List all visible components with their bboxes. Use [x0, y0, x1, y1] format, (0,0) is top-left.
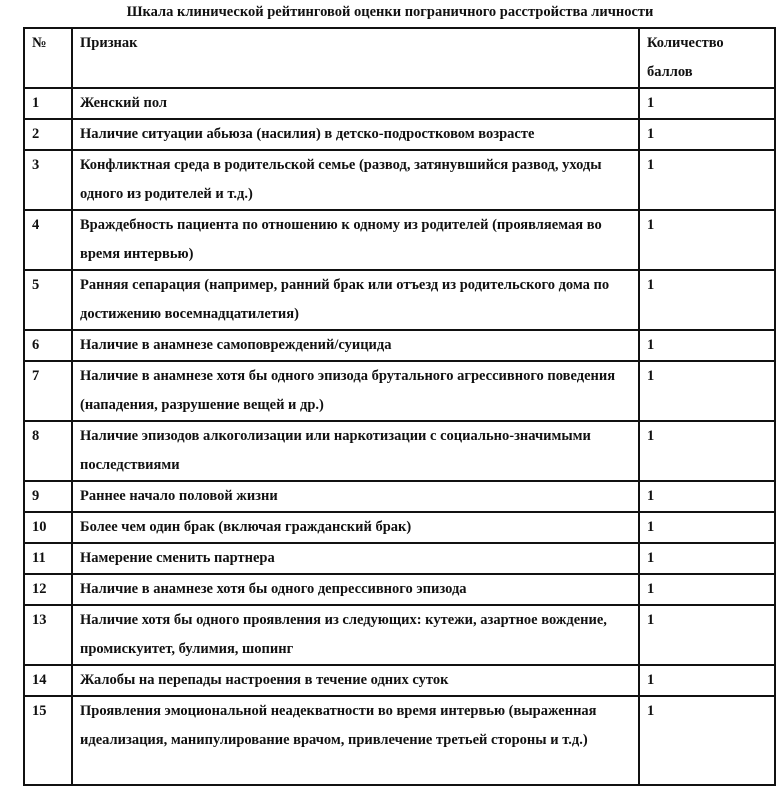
row-number: 7 — [24, 361, 72, 421]
row-number: 11 — [24, 543, 72, 574]
table-row — [24, 150, 775, 210]
row-number: 3 — [24, 150, 72, 210]
row-score: 1 — [639, 88, 775, 119]
row-number: 9 — [24, 481, 72, 512]
row-sign: Наличие хотя бы одного проявления из следующих: кутежи, азартное вождение, промискуитет, булимия, шопинг — [72, 605, 639, 665]
table-header-row — [24, 28, 775, 88]
row-score: 1 — [639, 481, 775, 512]
header-number: № — [24, 28, 72, 88]
table-row — [24, 481, 775, 512]
table-row — [24, 696, 775, 785]
row-number: 13 — [24, 605, 72, 665]
row-sign: Жалобы на перепады настроения в течение одних суток — [72, 665, 639, 696]
row-score: 1 — [639, 665, 775, 696]
table-row — [24, 210, 775, 270]
table-row — [24, 119, 775, 150]
row-sign: Женский пол — [72, 88, 639, 119]
row-sign: Конфликтная среда в родительской семье (развод, затянувшийся развод, уходы одного из родителей и т.д.) — [72, 150, 639, 210]
table-row — [24, 665, 775, 696]
row-number: 10 — [24, 512, 72, 543]
row-sign: Раннее начало половой жизни — [72, 481, 639, 512]
header-sign: Признак — [72, 28, 639, 88]
row-score: 1 — [639, 421, 775, 481]
row-sign: Наличие в анамнезе самоповреждений/суицида — [72, 330, 639, 361]
row-number: 5 — [24, 270, 72, 330]
row-sign: Наличие в анамнезе хотя бы одного депрессивного эпизода — [72, 574, 639, 605]
table-row — [24, 512, 775, 543]
row-score: 1 — [639, 330, 775, 361]
row-score: 1 — [639, 543, 775, 574]
row-sign: Наличие ситуации абьюза (насилия) в детско-подростковом возрасте — [72, 119, 639, 150]
row-number: 12 — [24, 574, 72, 605]
document-title: Шкала клинической рейтинговой оценки пограничного расстройства личности — [126, 4, 654, 20]
table-row — [24, 330, 775, 361]
row-sign: Наличие эпизодов алкоголизации или наркотизации с социально-значимыми последствиями — [72, 421, 639, 481]
scale-table — [23, 27, 776, 786]
row-number: 15 — [24, 696, 72, 785]
row-number: 4 — [24, 210, 72, 270]
table-row — [24, 421, 775, 481]
row-number: 14 — [24, 665, 72, 696]
table-row — [24, 605, 775, 665]
row-score: 1 — [639, 119, 775, 150]
table-row — [24, 361, 775, 421]
table-row — [24, 574, 775, 605]
row-number: 1 — [24, 88, 72, 119]
row-score: 1 — [639, 270, 775, 330]
row-score: 1 — [639, 210, 775, 270]
row-score: 1 — [639, 605, 775, 665]
row-score: 1 — [639, 150, 775, 210]
table-row — [24, 88, 775, 119]
row-sign: Наличие в анамнезе хотя бы одного эпизода брутального агрессивного поведения (нападения, разрушение вещей и др.) — [72, 361, 639, 421]
row-sign: Более чем один брак (включая гражданский брак) — [72, 512, 639, 543]
row-sign: Враждебность пациента по отношению к одному из родителей (проявляемая во время интервью) — [72, 210, 639, 270]
row-number: 6 — [24, 330, 72, 361]
row-sign: Проявления эмоциональной неадекватности во время интервью (выраженная идеализация, манипулирование врачом, привлечение третьей стороны и т.д.) — [72, 696, 639, 785]
row-score: 1 — [639, 574, 775, 605]
row-score: 1 — [639, 361, 775, 421]
table-row — [24, 270, 775, 330]
row-sign: Ранняя сепарация (например, ранний брак или отъезд из родительского дома по достижению восемнадцатилетия) — [72, 270, 639, 330]
table-row — [24, 543, 775, 574]
row-number: 8 — [24, 421, 72, 481]
row-number: 2 — [24, 119, 72, 150]
row-score: 1 — [639, 512, 775, 543]
row-sign: Намерение сменить партнера — [72, 543, 639, 574]
row-score: 1 — [639, 696, 775, 785]
header-score: Количество баллов — [639, 28, 775, 88]
